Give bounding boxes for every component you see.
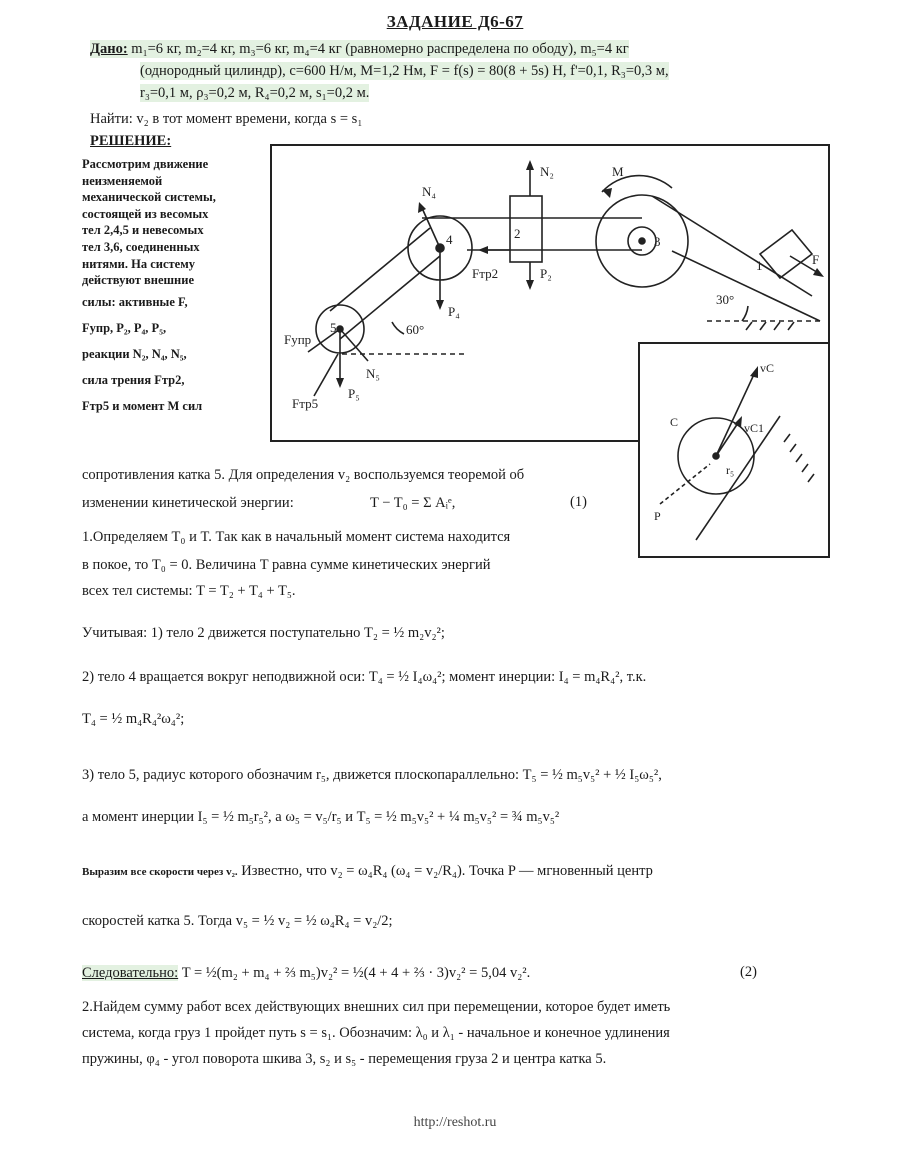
block-1: [760, 230, 812, 278]
paragraph-line: [82, 862, 653, 881]
intro-line: сила трения Fтр2,: [82, 372, 185, 387]
paragraph: система, когда груз 1 пройдет путь s = s₁. Обозначим: λ₀ и λ₁ - начальное и конечное удлинения: [82, 1025, 670, 1041]
label-body-3: 3: [654, 234, 661, 249]
label-r5: r₅: [726, 463, 735, 477]
given-label: Дано:: [90, 41, 128, 57]
equation-1: T − T₀ = Σ Aᵢᵉ,: [370, 495, 456, 511]
paragraph-rest: Известно, что v₂ = ω₄R₄ (ω₄ = v₂/R₄). Точка P — мгновенный центр: [241, 863, 653, 879]
label-p5: P₅: [348, 386, 360, 401]
paragraph-lead: Выразим все скорости через v₂.: [82, 866, 238, 878]
paragraph: 1.Определяем T₀ и T. Так как в начальный момент система находится: [82, 529, 511, 545]
label-body-4: 4: [446, 232, 453, 247]
label-n2: N₂: [540, 164, 554, 179]
label-p2: P₂: [540, 266, 552, 281]
label-fupr: Fупр: [284, 332, 312, 347]
intro-line: нитями. На систему: [82, 256, 195, 271]
paragraph: 2.Найдем сумму работ всех действующих внешних сил при перемещении, которое будет иметь: [82, 999, 671, 1015]
label-ftr2: Fтр2: [472, 266, 499, 281]
paragraph: Учитывая: 1) тело 2 движется поступательно T₂ = ½ m₂v₂²;: [82, 625, 445, 641]
paragraph: в покое, то T₀ = 0. Величина T равна сумме кинетических энергий: [82, 557, 491, 573]
paragraph-lead: Следовательно:: [82, 965, 179, 981]
equation-2-number: (2): [740, 964, 757, 980]
page-title: ЗАДАНИЕ Д6-67: [386, 12, 524, 31]
paragraph: сопротивления катка 5. Для определения v₂ воспользуемся теоремой об: [82, 467, 525, 483]
equation-1-number: (1): [570, 494, 587, 510]
paragraph: изменении кинетической энергии:: [82, 495, 294, 511]
paragraph: всех тел системы: T = T₂ + T₄ + T₅.: [82, 583, 296, 599]
intro-line: тел 3,6, соединенных: [82, 239, 200, 254]
label-n5: N₅: [366, 366, 380, 381]
intro-line: силы: активные F,: [82, 294, 188, 309]
label-ftr5: Fтр5: [292, 396, 319, 411]
given-line-3: r₃=0,1 м, ρ₃=0,2 м, R₄=0,2 м, s₁=0,2 м.: [140, 85, 370, 101]
intro-line: неизменяемой: [82, 173, 163, 188]
label-f: F: [812, 252, 820, 267]
paragraph: 2) тело 4 вращается вокруг неподвижной оси: T₄ = ½ I₄ω₄²; момент инерции: I₄ = m₄R₄², т.к.: [82, 669, 647, 685]
intro-line: реакции N₂, N₄, N₅,: [82, 346, 187, 361]
belt-right: [652, 196, 812, 296]
equation-2: T = ½(m₂ + m₄ + ⅔ m₅)v₂² = ½(4 + 4 + ⅔ · 3)v₂² = 5,04 v₂².: [181, 965, 531, 981]
solution-label: РЕШЕНИЕ:: [90, 133, 172, 149]
find-line: Найти: v₂ в тот момент времени, когда s = s₁: [90, 111, 363, 127]
paragraph-line: [82, 964, 530, 982]
paragraph: пружины, φ₄ - угол поворота шкива 3, s₂ и s₅ - перемещения груза 2 и центра катка 5.: [82, 1051, 607, 1067]
label-body-1: 1: [756, 258, 763, 273]
arrow-n4: [422, 208, 440, 248]
paragraph: а момент инерции I₅ = ½ m₅r₅², а ω₅ = v₅/r₅ и T₅ = ½ m₅v₅² + ¼ m₅v₅² = ¾ m₅v₅²: [82, 809, 560, 825]
label-p: P: [654, 509, 661, 523]
given-line-1: [90, 40, 629, 58]
label-body-5: 5: [330, 320, 337, 335]
label-angle-60: 60°: [406, 322, 425, 337]
intro-line: Fтр5 и момент M сил: [82, 398, 203, 413]
arrow-vc: [716, 370, 756, 456]
paragraph: скоростей катка 5. Тогда v₅ = ½ v₂ = ½ ω₄R₄ = v₂/2;: [82, 913, 393, 929]
paragraph: 3) тело 5, радиус которого обозначим r₅, движется плоскопараллельно: T₅ = ½ m₅v₅² + ½ I₅ω₅²,: [82, 767, 662, 783]
label-p4: P₄: [448, 304, 460, 319]
intro-line: тел 2,4,5 и невесомых: [82, 223, 204, 238]
belt-left-lower: [340, 256, 440, 339]
paragraph: T₄ = ½ m₄R₄²ω₄²;: [82, 711, 185, 727]
given-text-1: m₁=6 кг, m₂=4 кг, m₃=6 кг, m₄=4 кг (равномерно распределена по ободу), m₅=4 кг: [131, 41, 629, 57]
arrow-vc1: [716, 420, 740, 456]
intro-column: [82, 156, 264, 419]
footer-link[interactable]: http://reshot.ru: [413, 1115, 497, 1130]
label-m: M: [612, 164, 624, 179]
label-vc: vC: [760, 361, 775, 375]
label-c: C: [670, 415, 679, 429]
intro-line: Fупр, P₂, P₄, P₅,: [82, 320, 167, 335]
intro-line: действуют внешние: [82, 273, 194, 288]
label-vc1: vC1: [744, 421, 765, 435]
inset-drawing: [640, 344, 828, 556]
intro-line: механической системы,: [82, 190, 216, 205]
inset-figure: [638, 342, 830, 558]
label-angle-30: 30°: [716, 292, 735, 307]
intro-line: Рассмотрим движение: [82, 157, 209, 171]
intro-line: состоящей из весомых: [82, 206, 209, 221]
label-n4: N₄: [422, 184, 436, 199]
given-line-2: (однородный цилиндр), c=600 Н/м, M=1,2 Нм, F = f(s) = 80(8 + 5s) Н, f'=0,1, R₃=0,3 м,: [140, 63, 669, 79]
arrow-ftr5: [314, 354, 338, 396]
belt-left-upper: [330, 228, 430, 311]
label-body-2: 2: [514, 226, 521, 241]
